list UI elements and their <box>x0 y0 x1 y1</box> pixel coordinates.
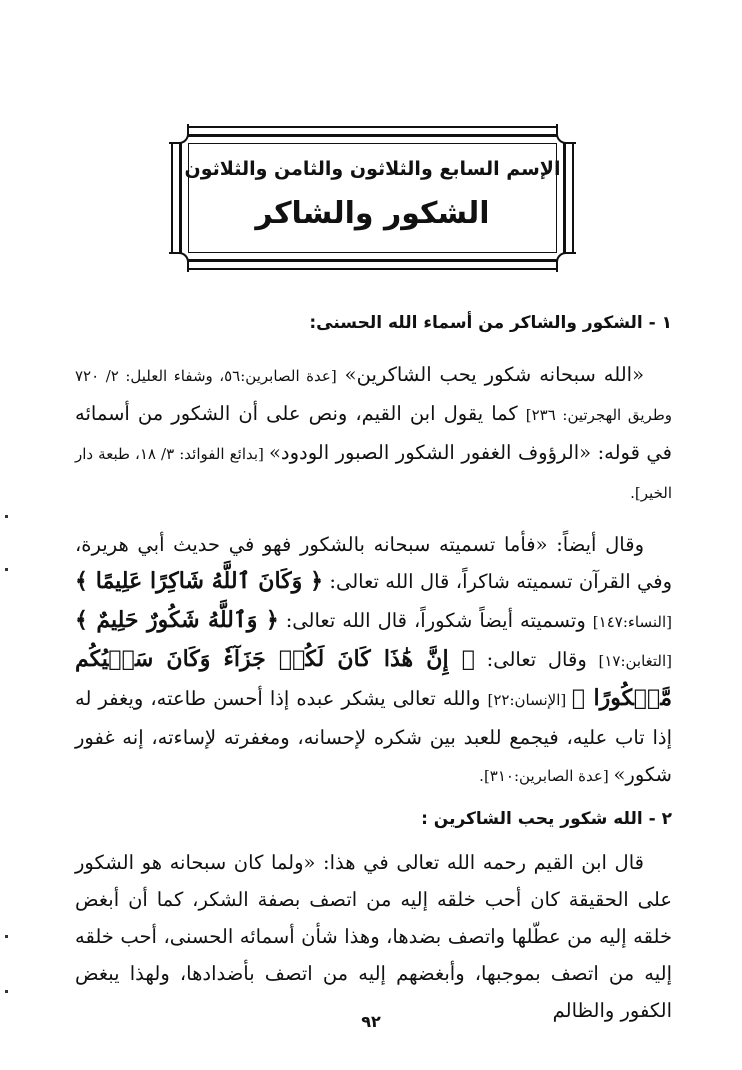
margin-mark <box>5 990 8 993</box>
citation: [التغابن:١٧] <box>598 652 673 670</box>
citation: [الإنسان:٢٢] <box>487 691 572 709</box>
citation: [عدة الصابرين:٥٦، وشفاء العليل: ٢/ ٧٢٠ <box>75 367 337 385</box>
quran-verse: ﴿ إِنَّ هَٰذَا كَانَ لَكُمۡ جَزَآءٗ وَكَانَ سَعۡيُكُم مَّشۡكُورًا ﴾ <box>75 646 672 711</box>
body-text: والله تعالى يشكر عبده إذا أحسن طاعته، ويغفر له إذا تاب عليه، فيجمع للعبد بين شكره لإحسانه، ومغفرته لإساءته، إنه غفور شكور» <box>75 687 672 786</box>
section-2-paragraph-1: قال ابن القيم رحمه الله تعالى في هذا: «ولما كان سبحانه هو الشكور على الحقيقة كان أحب خلقه إليه من اتصف بصفة الشكر، كما أن أبغض خلقه إليه من عطّلها واتصف بضدها، وهذا شأن أسمائه الحسنى، أحب خلقه إليه من اتصف بموجبها، وأبغضهم إليه من اتصف بأضدادها، ولهذا يبغض الكفور والظالم <box>75 851 672 1022</box>
frame-corner-ornament <box>169 252 189 272</box>
page-content <box>75 305 672 1029</box>
quote-text: «الله سبحانه شكور يحب الشاكرين» <box>336 363 644 386</box>
section-2-heading: ٢ - الله شكور يحب الشاكرين : <box>421 809 672 829</box>
quran-verse: ﴿ وَكَانَ ٱللَّهُ شَاكِرًا عَلِيمًا ﴾ <box>75 568 323 594</box>
citation: [عدة الصابرين:٣١٠]. <box>479 767 614 785</box>
section-1-paragraph-1 <box>75 356 672 512</box>
frame-corner-ornament <box>556 252 576 272</box>
frame-corner-ornament <box>169 124 189 144</box>
body-text: كما يقول ابن القيم، ونص على أن الشكور من أسمائه في قوله: <box>75 402 673 464</box>
section-1-paragraph-2 <box>75 526 672 795</box>
body-text: وقال تعالى: <box>474 648 599 671</box>
margin-mark <box>5 515 8 518</box>
frame-corner-ornament <box>556 124 576 144</box>
chapter-subtitle: الإسم السابع والثلاثون والثامن والثلاثون <box>184 158 561 180</box>
quote-text: «الرؤوف الغفور الشكور الصبور الودود» <box>268 441 592 464</box>
citation: [النساء:١٤٧] <box>592 613 673 631</box>
page-number: ٩٢ <box>361 1012 381 1031</box>
citation: [بدائع الفوائد: ٣/ ١٨، طبعة دار الخير]. <box>75 445 672 502</box>
margin-mark <box>5 568 8 571</box>
section-1-heading: ١ - الشكور والشاكر من أسماء الله الحسنى: <box>309 313 672 333</box>
title-frame <box>171 126 574 270</box>
margin-mark <box>5 935 8 938</box>
body-text: وتسميته أيضاً شكوراً، قال الله تعالى: <box>278 609 593 632</box>
citation: وطريق الهجرتين: ٢٣٦] <box>525 406 672 424</box>
chapter-title: الشكور والشاكر <box>255 196 490 231</box>
body-text: وقال أيضاً: «فأما تسميته سبحانه بالشكور فهو في حديث أبي هريرة، وفي القرآن تسميته شاكراً، قال الله تعالى: <box>75 533 672 593</box>
quran-verse: ﴿ وَٱللَّهُ شَكُورٌ حَلِيمٌ ﴾ <box>75 607 279 633</box>
